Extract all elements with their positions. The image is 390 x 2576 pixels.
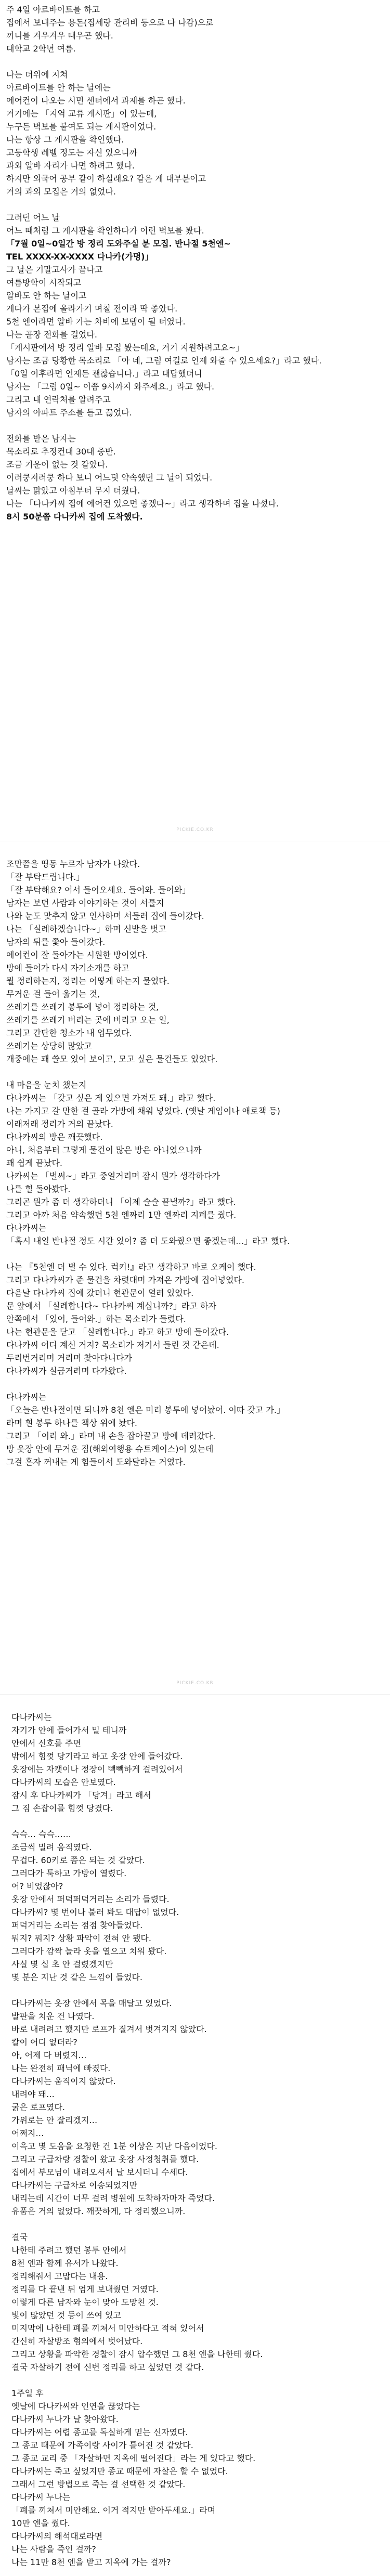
text-line: 미지막에 나한테 폐를 끼쳐서 미안하다고 적혀 있어서 — [11, 2323, 204, 2333]
text-line: 밖에서 힘껏 당기라고 하고 옷장 안에 들어갔다. — [11, 1751, 183, 1761]
text-line: 쓰레기를 쓰레기 봉투에 넣어 정리하는 것, — [6, 1002, 159, 1012]
text-line: 「혹시 내일 반나절 정도 시간 있어? 좀 더 도와줬으면 좋겠는데…」라고 했다. — [6, 1236, 290, 1246]
text-line: 그리곤 뭔가 좀 더 생각하더니 「이제 슬슬 끝낼까?」라고 했다. — [6, 1197, 236, 1207]
text-line: 뭘 정리하는지, 정리는 어떻게 하는지 물었다. — [6, 976, 170, 986]
text-line: TEL XXXX-XX-XXXX 다나카(가명)」 — [6, 252, 153, 262]
text-line: 「잘 부탁해요? 어서 들어오세요. 들어와. 들어와」 — [6, 885, 191, 895]
text-line: 어느 때처럼 그 게시판을 확인하다가 이런 벽보를 봤다. — [6, 226, 204, 236]
text-line: 남자의 아파트 주소를 듣고 끊었다. — [6, 408, 132, 418]
text-line: 잠시 후 다나카씨가 「당겨」라고 해서 — [11, 1790, 151, 1800]
text-line: 거기에는 「지역 교류 게시판」이 있는데, — [6, 109, 157, 119]
text-line: 그리고 간단한 청소가 내 업무였다. — [6, 1028, 132, 1038]
text-line: 그리고 아까 처음 약속했던 5천 엔짜리 1만 엔짜리 지폐를 줬다. — [6, 1210, 237, 1220]
text-line: 남자는 「그럼 0일~ 이쯤 9시까지 와주세요.」라고 했다. — [6, 382, 215, 392]
story-text-block — [6, 1698, 384, 2569]
blank-line — [6, 55, 384, 68]
text-line: 몇 분은 지난 것 같은 느낌이 들었다. — [11, 1972, 142, 1982]
text-line: 간신히 자살방조 혐의에서 벗어났다. — [11, 2336, 143, 2346]
text-line: 나는 사람을 죽인 걸까? — [11, 2544, 96, 2554]
blank-line — [6, 198, 384, 211]
text-line: 방 옷장 안에 무거운 짐(해외여행용 슈트케이스)이 있는데 — [6, 1444, 214, 1454]
text-line: 나는 현관문을 닫고 「실례합니다.」라고 하고 방에 들어갔다. — [6, 1327, 229, 1337]
text-line: 굵은 로프였다. — [11, 2102, 65, 2112]
text-line: 칼이 어디 없더라? — [11, 2037, 77, 2047]
text-line: 유품은 거의 없었다. 깨끗하게, 다 정리했으니까. — [11, 2206, 186, 2216]
story-text-block — [6, 844, 384, 1468]
text-panel-3 — [0, 1695, 390, 2576]
text-line: 쓰레기를 쓰레기 버리는 곳에 버리고 오는 일, — [6, 1015, 170, 1025]
text-line: 에어컨이 잘 돌아가는 시원한 방이었다. — [6, 950, 148, 960]
text-line: 과외 알바 자리가 나면 하려고 했다. — [6, 161, 135, 171]
text-line: 내 마음을 눈치 챘는지 — [6, 1080, 87, 1090]
blank-line — [6, 844, 384, 857]
text-line: 고등학생 레벨 정도는 자신 있으니까 — [6, 148, 138, 158]
text-line: 끼니를 겨우겨우 때우곤 했다. — [6, 31, 113, 41]
text-line: 꽤 쉽게 끝났다. — [6, 1158, 62, 1168]
text-line: 누구든 벽보를 붙여도 되는 게시판이었다. — [6, 122, 157, 132]
text-line: 사실 몇 십 초 안 걸렸겠지만 — [11, 1959, 113, 1969]
text-line: 집에서 부모님이 내려오셔서 날 보시더니 수세다. — [11, 2167, 188, 2177]
text-line: 10만 엔을 줬다. — [11, 2518, 70, 2528]
text-line: 8시 50분쯤 다나카씨 집에 도착했다. — [6, 512, 143, 522]
text-line: 그러다가 툭하고 가방이 열렸다. — [11, 1868, 127, 1878]
text-line: 에어컨이 나오는 시민 센터에서 과제를 하곤 했다. — [6, 96, 186, 106]
text-line: 나와 눈도 맞추지 않고 인사하며 서둘러 집에 들어갔다. — [6, 911, 204, 921]
text-line: 「잘 부탁드립니다.」 — [6, 872, 85, 882]
text-line: 어쩌지… — [11, 2128, 44, 2138]
text-line: 아르바이트를 안 하는 날에는 — [6, 83, 111, 93]
text-line: 나는 『5천엔 더 벌 수 있다. 럭키!』라고 생각하고 바로 오케이 했다. — [6, 1262, 256, 1272]
text-line: 어? 비었잖아? — [11, 1881, 63, 1891]
text-line: 전화를 받은 남자는 — [6, 434, 76, 444]
text-line: 자기가 안에 들어가서 밀 테니까 — [11, 1725, 127, 1735]
text-line: 개중에는 꽤 쓸모 있어 보이고, 모고 싶은 물건들도 있었다. — [6, 1054, 218, 1064]
text-line: 나는 「실례하겠습니다~」하며 신발을 벗고 — [6, 924, 166, 934]
text-line: 발판을 치운 건 나였다. — [11, 2011, 95, 2021]
text-line: 나를 힐 돌아봤다. — [6, 1184, 71, 1194]
text-line: 그리고 「이리 와.」라며 내 손을 잡아끌고 방에 데려갔다. — [6, 1431, 216, 1441]
text-line: 다나카씨 누나는 — [11, 2492, 71, 2502]
text-line: 다나카씨는 움직이지 않았다. — [11, 2076, 116, 2086]
text-line: 아, 어제 다 버렸지… — [11, 2050, 87, 2060]
text-line: 다나카씨 누나가 날 찾아왔다. — [11, 2414, 119, 2424]
text-line: 남자는 보던 사람과 이야기하는 것이 서툴지 — [6, 898, 164, 908]
text-line: 결국 — [11, 2232, 28, 2242]
text-line: 안에서 신호를 주면 — [11, 1738, 81, 1748]
text-line: 「0일 이후라면 언제든 괜찮습니다.」라고 대답했더니 — [6, 369, 202, 379]
text-line: 무겁다. 60키로 쯤은 되는 것 같았다. — [11, 1855, 145, 1865]
blank-line — [6, 2218, 384, 2231]
text-line: 남자는 조금 당황한 목소리로 「아 네, 그럼 여길로 언제 와줄 수 있으세요?」라고 했다. — [6, 356, 322, 366]
text-line: 날씨는 맑았고 아침부터 무지 더웠다. — [6, 486, 140, 496]
text-line: 게다가 본집에 올라가기 며칠 전이라 딱 좋았다. — [6, 304, 178, 314]
blank-line — [6, 1698, 384, 1711]
watermark: PICKIE.CO.KR — [176, 827, 214, 832]
text-line: 다나카씨는 어렵 종교를 독실하게 믿는 신자였다. — [11, 2427, 188, 2437]
text-line: 다나카씨? 몇 번이나 불러 봐도 대답이 없었다. — [11, 1907, 179, 1917]
text-line: 그 종교 교리 중 「자살하면 지옥에 떨어진다」라는 게 있다고 했다. — [11, 2453, 256, 2463]
text-line: 「오늘은 반나절이면 되니까 8천 엔은 미리 봉투에 넣어놨어. 이따 갖고 가.」 — [6, 1405, 285, 1415]
text-line: 빛이 많았던 것 등이 쓰여 있고 — [11, 2310, 121, 2320]
text-line: 나는 11만 8천 엔을 받고 지옥에 가는 걸까? — [11, 2557, 171, 2567]
text-line: 나는 가지고 갈 만한 걸 골라 가방에 채워 넣었다. (옛날 게임이나 애로책 등) — [6, 1106, 280, 1116]
text-line: 바로 내려려고 했지만 로프가 질겨서 벗겨지지 않았다. — [11, 2024, 207, 2034]
text-line: 「폐를 끼쳐서 미안해요. 이거 적지만 받아두세요.」라며 — [11, 2505, 216, 2515]
text-line: 슥슥… 슥슥…… — [11, 1829, 71, 1839]
text-line: 알바도 안 하는 날이고 — [6, 291, 87, 301]
text-line: 내리는데 시간이 너무 걸려 병원에 도착하자마자 죽었다. — [11, 2193, 215, 2203]
text-line: 다나카씨는 죽고 싶었지만 종교 때문에 자살은 할 수 없었다. — [11, 2466, 228, 2476]
text-line: 8천 엔과 함께 유서가 나왔다. — [11, 2258, 119, 2268]
text-line: 그리고 상황을 파악한 경찰이 잠시 압수했던 그 8천 엔을 나한테 줬다. — [11, 2349, 263, 2359]
text-line: 다나카씨의 모습은 안보였다. — [11, 1777, 116, 1787]
text-panel-2 — [0, 841, 390, 1694]
text-line: 그걸 혼자 꺼내는 게 힘들어서 도와달라는 거였다. — [6, 1457, 186, 1467]
text-line: 다나카씨는 「갖고 싶은 게 있으면 가져도 돼.」라고 했다. — [6, 1093, 216, 1103]
text-line: 안쪽에서 「있어, 들어와.」하는 목소리가 들렸다. — [6, 1314, 186, 1324]
blank-line — [6, 1065, 384, 1078]
text-line: 그 짐 손잡이를 힘껏 당겼다. — [11, 1803, 113, 1813]
blank-line — [6, 1377, 384, 1390]
blank-line — [6, 1815, 384, 1828]
text-line: 다나카씨는 구급차로 이송되었지만 — [11, 2180, 138, 2190]
text-line: 조만쯤을 띵동 누르자 남자가 나왔다. — [6, 859, 140, 869]
text-line: 「게시판에서 방 정리 알바 모집 봤는데요, 거기 지원하려고요~」 — [6, 343, 244, 353]
text-line: 목소리로 추정컨대 30대 중반. — [6, 447, 116, 457]
text-line: 그러다가 깜짝 놀라 옷을 열으고 치워 봤다. — [11, 1946, 167, 1956]
watermark: PICKIE.CO.KR — [176, 1681, 214, 1686]
text-line: 「7월 0일~0일간 방 정리 도와주실 분 모집. 반나절 5천엔~ — [6, 239, 231, 249]
story-text-block — [6, 3, 384, 523]
text-line: 뭐지? 뭐지? 상황 파악이 전혀 안 됐다. — [11, 1933, 151, 1943]
text-line: 라며 흰 봉투 하나를 책상 위에 놨다. — [6, 1418, 137, 1428]
text-line: 하지만 외국어 공부 같이 하실래요? 같은 게 대부분이고 — [6, 174, 206, 184]
text-line: 두리번거리며 거리며 찾아다니다가 — [6, 1353, 133, 1363]
text-line: 여름방학이 시작되고 — [6, 278, 82, 288]
text-line: 다음날 다나카씨 집에 갔더니 현관문이 열려 있었다. — [6, 1288, 194, 1298]
blank-line — [6, 419, 384, 432]
text-line: 가위로는 안 잘리겠지… — [11, 2115, 98, 2125]
text-line: 나는 「다나카씨 집에 에어컨 있으면 좋겠다~」라고 생각하며 집을 나섰다. — [6, 499, 279, 509]
text-line: 거의 과외 모집은 거의 없었다. — [6, 187, 116, 197]
text-line: 나는 완전히 패닉에 빠졌다. — [11, 2063, 111, 2073]
text-line: 대학교 2학년 여름. — [6, 44, 76, 54]
text-line: 정리를 다 끝낸 뒤 엄게 보내줬던 거였다. — [11, 2284, 159, 2294]
text-line: 주 4일 아르바이트를 하고 — [6, 5, 100, 15]
text-line: 그 종교 때문에 가족이랑 사이가 틀어진 것 같았다. — [11, 2440, 193, 2450]
text-line: 나카씨는 「벌써~」라고 중얼거리며 잠시 뭔가 생각하다가 — [6, 1171, 220, 1181]
text-line: 정리해줘서 고맙다는 내용. — [11, 2271, 108, 2281]
blank-line — [6, 2374, 384, 2387]
text-line: 그 날은 기말고사가 끝나고 — [6, 265, 103, 275]
text-line: 그래서 그런 방법으로 죽는 걸 선택한 것 같았다. — [11, 2479, 186, 2489]
blank-line — [6, 1247, 384, 1260]
text-line: 이렇게 다른 남자와 눈이 맞아 도망친 것. — [11, 2297, 159, 2307]
text-line: 이러쿵저러쿵 하다 보니 어느덧 약속했던 그 날이 되었다. — [6, 473, 213, 483]
text-line: 그리고 내 연락처를 알려주고 — [6, 395, 111, 405]
text-line: 옷장 안에서 퍼덕퍼덕거리는 소리가 들렸다. — [11, 1894, 170, 1904]
text-line: 그러던 어느 날 — [6, 213, 60, 223]
text-line: 다나카씨는 — [6, 1223, 47, 1233]
text-line: 다나카씨는 옷장 안에서 목을 매달고 있었다. — [11, 1998, 172, 2008]
text-line: 다나카씨는 — [11, 1712, 52, 1722]
text-line: 다나카씨의 방은 깨끗했다. — [6, 1132, 103, 1142]
text-line: 나는 항상 그 게시판을 확인했다. — [6, 135, 124, 145]
text-line: 다나카씨는 — [6, 1392, 47, 1402]
text-line: 아니, 처음부터 그렇게 물건이 많은 방은 아니었으니까 — [6, 1145, 202, 1155]
text-line: 1주일 후 — [11, 2388, 44, 2398]
text-line: 다나카씨의 해석대로라면 — [11, 2531, 103, 2541]
text-line: 옛날에 다나카씨와 인연을 끊었다는 — [11, 2401, 140, 2411]
text-line: 그리고 다나카씨가 준 물건을 차렷대며 가져온 가방에 집어넣었다. — [6, 1275, 245, 1285]
text-line: 조금 기운이 없는 것 같았다. — [6, 460, 108, 470]
text-line: 나는 곧장 전화를 걸었다. — [6, 330, 97, 340]
text-line: 쓰레기는 상당히 많았고 — [6, 1041, 92, 1051]
text-line: 퍼덕거리는 소리는 점점 찾아들었다. — [11, 1920, 143, 1930]
text-line: 무거운 걸 들어 옮기는 것, — [6, 989, 100, 999]
text-line: 나한테 주려고 했던 봉투 안에서 — [11, 2245, 127, 2255]
text-line: 5천 엔이라면 알바 가는 차비에 보탬이 될 터였다. — [6, 317, 186, 327]
text-line: 방에 들어가 다시 자기소개를 하고 — [6, 963, 129, 973]
text-line: 다나카씨 어디 계신 거지? 목소리가 저기서 들린 것 같은데. — [6, 1340, 219, 1350]
text-line: 내려야 돼… — [11, 2089, 55, 2099]
text-line: 이래저래 정리가 거의 끝났다. — [6, 1119, 113, 1129]
text-line: 조금씩 밀려 움직였다. — [11, 1842, 92, 1852]
text-line: 문 앞에서 「실례합니다~ 다나카씨 계십니까?」라고 하자 — [6, 1301, 216, 1311]
blank-line — [6, 1984, 384, 1997]
text-line: 그리고 구급차랑 경찰이 왔고 옷장 사정청취를 했다. — [11, 2154, 199, 2164]
text-line: 다나카씨가 실금거려며 다가왔다. — [6, 1366, 127, 1376]
text-line: 옷장에는 자캣이나 정장이 빽빽하게 걸려있어서 — [11, 1764, 183, 1774]
text-line: 결국 자살하기 전에 신변 정리를 하고 싶었던 것 같다. — [11, 2362, 204, 2372]
text-line: 이윽고 몇 도움을 요청한 건 1분 이상은 지난 다음이었다. — [11, 2141, 217, 2151]
text-panel-1 — [0, 0, 390, 841]
text-line: 집에서 보내주는 용돈(집세랑 관리비 등으로 다 나감)으로 — [6, 18, 214, 28]
text-line: 남자의 뒤를 쫓아 들어갔다. — [6, 937, 106, 947]
text-line: 나는 더위에 지쳐 — [6, 70, 68, 80]
